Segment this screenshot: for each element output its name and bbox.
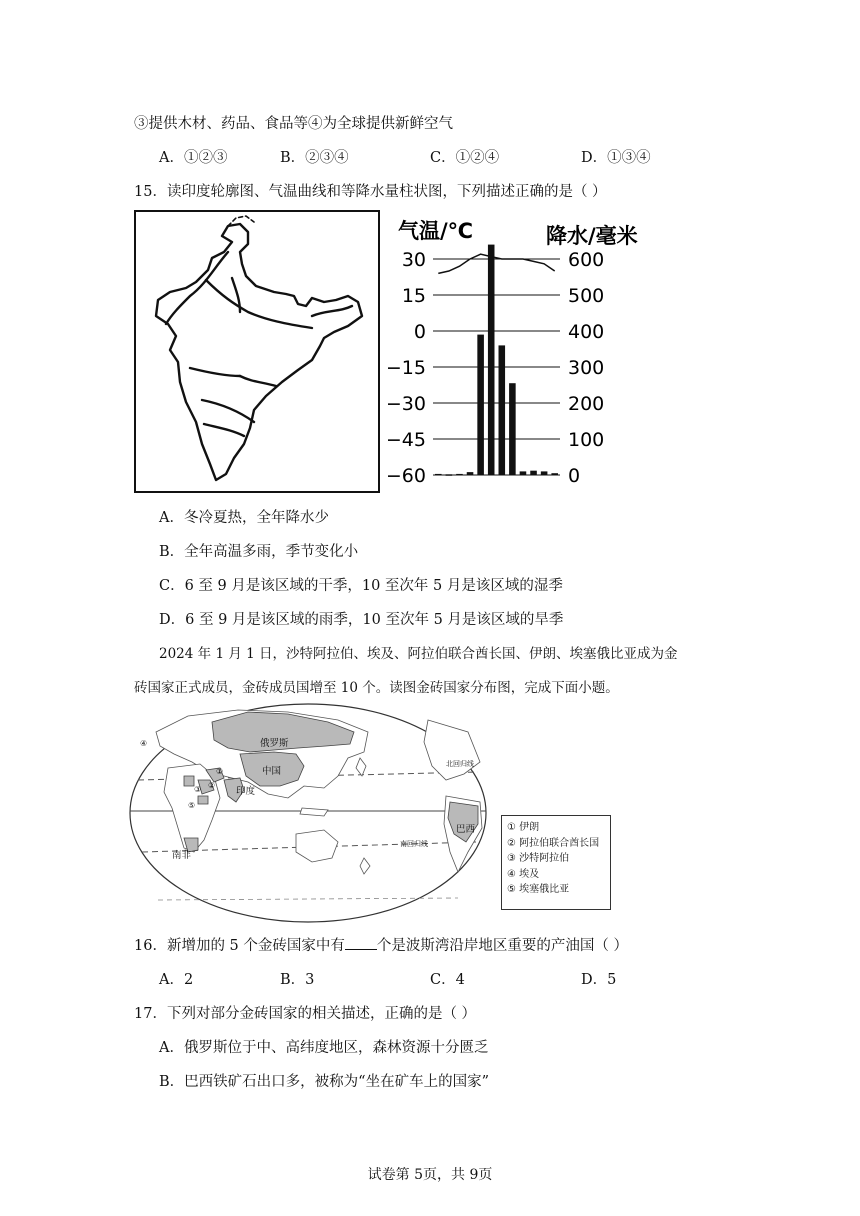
precip-bar bbox=[435, 474, 442, 476]
legend-item-egypt: ④ 埃及 bbox=[507, 868, 540, 880]
narmada-river bbox=[190, 368, 240, 376]
precip-tick-label: 200 bbox=[568, 393, 605, 415]
q16-option-d: D．5 bbox=[581, 972, 617, 988]
legend-item-iran: ① 伊朗 bbox=[507, 822, 540, 833]
indus-river bbox=[166, 252, 228, 324]
precip-bar bbox=[499, 345, 506, 475]
q15-option-b: B．全年高温多雨，季节变化小 bbox=[159, 544, 359, 560]
q17-option-b: B．巴西铁矿石出口多，被称为“坐在矿车上的国家” bbox=[159, 1074, 489, 1090]
precip-bar bbox=[541, 471, 548, 475]
label-china: 中国 bbox=[262, 766, 282, 777]
label-south-africa: 南非 bbox=[172, 850, 192, 861]
q16-option-c: C．4 bbox=[430, 972, 465, 988]
northeast-river bbox=[232, 278, 240, 312]
precip-bar bbox=[520, 471, 527, 475]
precip-bar bbox=[446, 474, 453, 476]
legend-item-ethiopia: ⑤ 埃塞俄比亚 bbox=[507, 884, 570, 895]
q15-option-c: C．6 至 9 月是该区域的干季，10 至次年 5 月是该区域的湿季 bbox=[159, 578, 563, 594]
precip-axis-label: 降水/毫米 bbox=[546, 224, 638, 248]
legend-item-saudi: ③ 沙特阿拉伯 bbox=[507, 853, 570, 864]
ethiopia-region bbox=[198, 796, 208, 804]
precip-bar bbox=[456, 474, 463, 476]
temp-tick-label: 15 bbox=[401, 285, 426, 307]
precip-bar bbox=[551, 473, 558, 475]
q16-stem bbox=[134, 934, 628, 955]
precip-bar bbox=[467, 472, 474, 475]
precip-bar bbox=[488, 245, 495, 475]
precip-tick-label: 300 bbox=[568, 357, 605, 379]
precip-bar bbox=[530, 471, 537, 475]
india-border bbox=[156, 224, 362, 480]
india-outline-map bbox=[134, 210, 380, 493]
precip-tick-label: 400 bbox=[568, 321, 605, 343]
q16-answer-blank bbox=[345, 937, 377, 950]
q16-option-b: B．3 bbox=[280, 972, 315, 988]
label-tropic-north: 北回归线 bbox=[446, 760, 474, 768]
q17-option-a: A．俄罗斯位于中、高纬度地区，森林资源十分匮乏 bbox=[159, 1040, 489, 1056]
temperature-curve bbox=[438, 254, 554, 273]
legend-item-uae: ② 阿拉伯联合酋长国 bbox=[507, 837, 600, 849]
q15-option-d: D．6 至 9 月是该区域的雨季，10 至次年 5 月是该区域的旱季 bbox=[159, 612, 564, 628]
temp-tick-label: 0 bbox=[413, 321, 426, 343]
marker-3: ③ bbox=[194, 785, 202, 794]
precip-bar bbox=[477, 335, 484, 475]
page-footer: 试卷第 5页，共 9页 bbox=[367, 1167, 493, 1183]
q17-stem: 17．下列对部分金砖国家的相关描述，正确的是（ ） bbox=[134, 1006, 477, 1022]
godavari-river bbox=[202, 400, 254, 422]
temp-tick-label: −45 bbox=[388, 429, 426, 451]
precip-tick-label: 100 bbox=[568, 429, 605, 451]
passage-line-1: 2024 年 1 月 1 日，沙特阿拉伯、埃及、阿拉伯联合酋长国、伊朗、埃塞俄比亚成为金 bbox=[159, 646, 678, 662]
prev-option-b: B．②③④ bbox=[280, 150, 349, 166]
egypt-region bbox=[184, 776, 194, 786]
precip-tick-label: 600 bbox=[568, 249, 605, 271]
label-russia: 俄罗斯 bbox=[260, 738, 289, 749]
q16-option-a: A．2 bbox=[159, 972, 194, 988]
temp-tick-label: −15 bbox=[388, 357, 426, 379]
passage-line-2: 砖国家正式成员，金砖成员国增至 10 个。读图金砖国家分布图，完成下面小题。 bbox=[134, 680, 619, 696]
brics-world-map bbox=[128, 702, 488, 924]
precip-tick-label: 0 bbox=[568, 465, 581, 487]
q15-stem: 15．读印度轮廓图、气温曲线和等降水量柱状图，下列描述正确的是（ ） bbox=[134, 184, 607, 200]
marker-4: ④ bbox=[140, 739, 148, 748]
marker-1: ① bbox=[216, 767, 224, 776]
q16-stem-part-2: 个是波斯湾沿岸地区重要的产油国（ ） bbox=[376, 938, 629, 954]
mahanadi-river bbox=[240, 376, 276, 386]
brics-legend bbox=[501, 815, 611, 910]
marker-2: ② bbox=[208, 781, 216, 790]
prev-option-a: A．①②③ bbox=[159, 150, 228, 166]
marker-5: ⑤ bbox=[188, 801, 196, 810]
precip-tick-label: 500 bbox=[568, 285, 605, 307]
q15-option-a: A．冬冷夏热，全年降水少 bbox=[159, 510, 329, 526]
krishna-river bbox=[204, 424, 244, 436]
label-tropic-south: 南回归线 bbox=[400, 840, 428, 848]
india-outline-drawing bbox=[136, 212, 378, 491]
brahmaputra-river bbox=[312, 306, 352, 316]
q16-stem-part-1: 16．新增加的 5 个金砖国家中有 bbox=[134, 938, 345, 954]
temp-tick-label: 30 bbox=[401, 249, 426, 271]
prev-option-c: C．①②④ bbox=[430, 150, 500, 166]
precip-bar bbox=[509, 383, 516, 475]
climate-chart-svg bbox=[388, 212, 668, 494]
label-india: 印度 bbox=[236, 786, 256, 797]
temp-tick-label: −60 bbox=[388, 465, 426, 487]
temp-tick-label: −30 bbox=[388, 393, 426, 415]
prev-question-line: ③提供木材、药品、食品等④为全球提供新鲜空气 bbox=[134, 116, 453, 132]
climate-chart bbox=[388, 212, 668, 494]
prev-option-d: D．①③④ bbox=[581, 150, 651, 166]
label-brazil: 巴西 bbox=[456, 824, 476, 835]
brics-map-svg bbox=[128, 702, 488, 924]
temp-axis-label: 气温/℃ bbox=[398, 219, 474, 243]
